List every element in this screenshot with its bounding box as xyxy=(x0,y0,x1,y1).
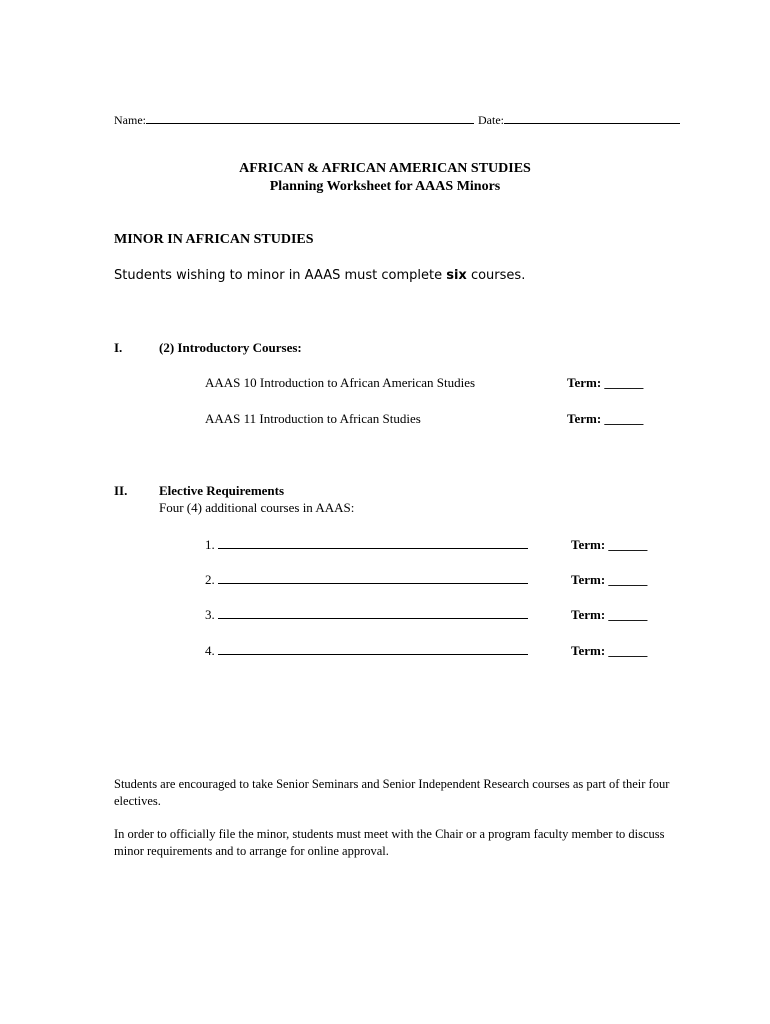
elective-term[interactable]: Term: ______ xyxy=(571,537,648,552)
date-field[interactable] xyxy=(478,112,680,128)
elective-term[interactable]: Term: ______ xyxy=(571,643,648,658)
elective-blank-line[interactable] xyxy=(218,572,528,584)
elective-row xyxy=(205,607,528,623)
date-blank-line[interactable] xyxy=(504,112,680,124)
elective-blank-line[interactable] xyxy=(218,537,528,549)
document-title: AFRICAN & AFRICAN AMERICAN STUDIES xyxy=(239,161,531,176)
document-subtitle: Planning Worksheet for AAAS Minors xyxy=(269,179,501,194)
elective-number: 2. xyxy=(205,572,215,587)
elective-term[interactable]: Term: ______ xyxy=(571,572,648,587)
elective-row xyxy=(205,537,528,553)
part2-subheading: Four (4) additional courses in AAAS: xyxy=(159,500,355,515)
elective-number: 1. xyxy=(205,537,215,552)
name-label: Name: xyxy=(114,113,146,127)
part2-heading: Elective Requirements xyxy=(159,483,285,498)
elective-row xyxy=(205,643,528,659)
elective-row xyxy=(205,572,528,588)
name-field[interactable] xyxy=(114,112,474,128)
elective-number: 3. xyxy=(205,607,215,622)
note-filing-minor: In order to officially file the minor, students must meet with the Chair or a program faculty member to discuss minor requirements and to arrange for online approval. xyxy=(114,827,665,858)
course-aaas11-term[interactable]: Term: ______ xyxy=(567,411,644,426)
elective-blank-line[interactable] xyxy=(218,607,528,619)
intro-sentence xyxy=(114,268,525,283)
part1-numeral: I. xyxy=(114,340,123,355)
course-aaas10-term[interactable]: Term: ______ xyxy=(567,375,644,390)
section-heading: MINOR IN AFRICAN STUDIES xyxy=(114,232,314,247)
course-aaas11: AAAS 11 Introduction to African Studies xyxy=(205,411,421,426)
part2-numeral: II. xyxy=(114,483,128,498)
date-label: Date: xyxy=(478,113,504,127)
elective-number: 4. xyxy=(205,643,215,658)
elective-term[interactable]: Term: ______ xyxy=(571,607,648,622)
intro-bold-count: six xyxy=(446,268,467,283)
intro-after: courses. xyxy=(466,268,526,283)
name-blank-line[interactable] xyxy=(146,112,474,124)
note-senior-seminars: Students are encouraged to take Senior Seminars and Senior Independent Research courses as part of their four electives. xyxy=(114,777,670,808)
elective-blank-line[interactable] xyxy=(218,643,528,655)
intro-before: Students wishing to minor in AAAS must complete xyxy=(114,268,447,283)
part1-heading: (2) Introductory Courses: xyxy=(159,340,302,355)
course-aaas10: AAAS 10 Introduction to African American Studies xyxy=(205,375,476,390)
